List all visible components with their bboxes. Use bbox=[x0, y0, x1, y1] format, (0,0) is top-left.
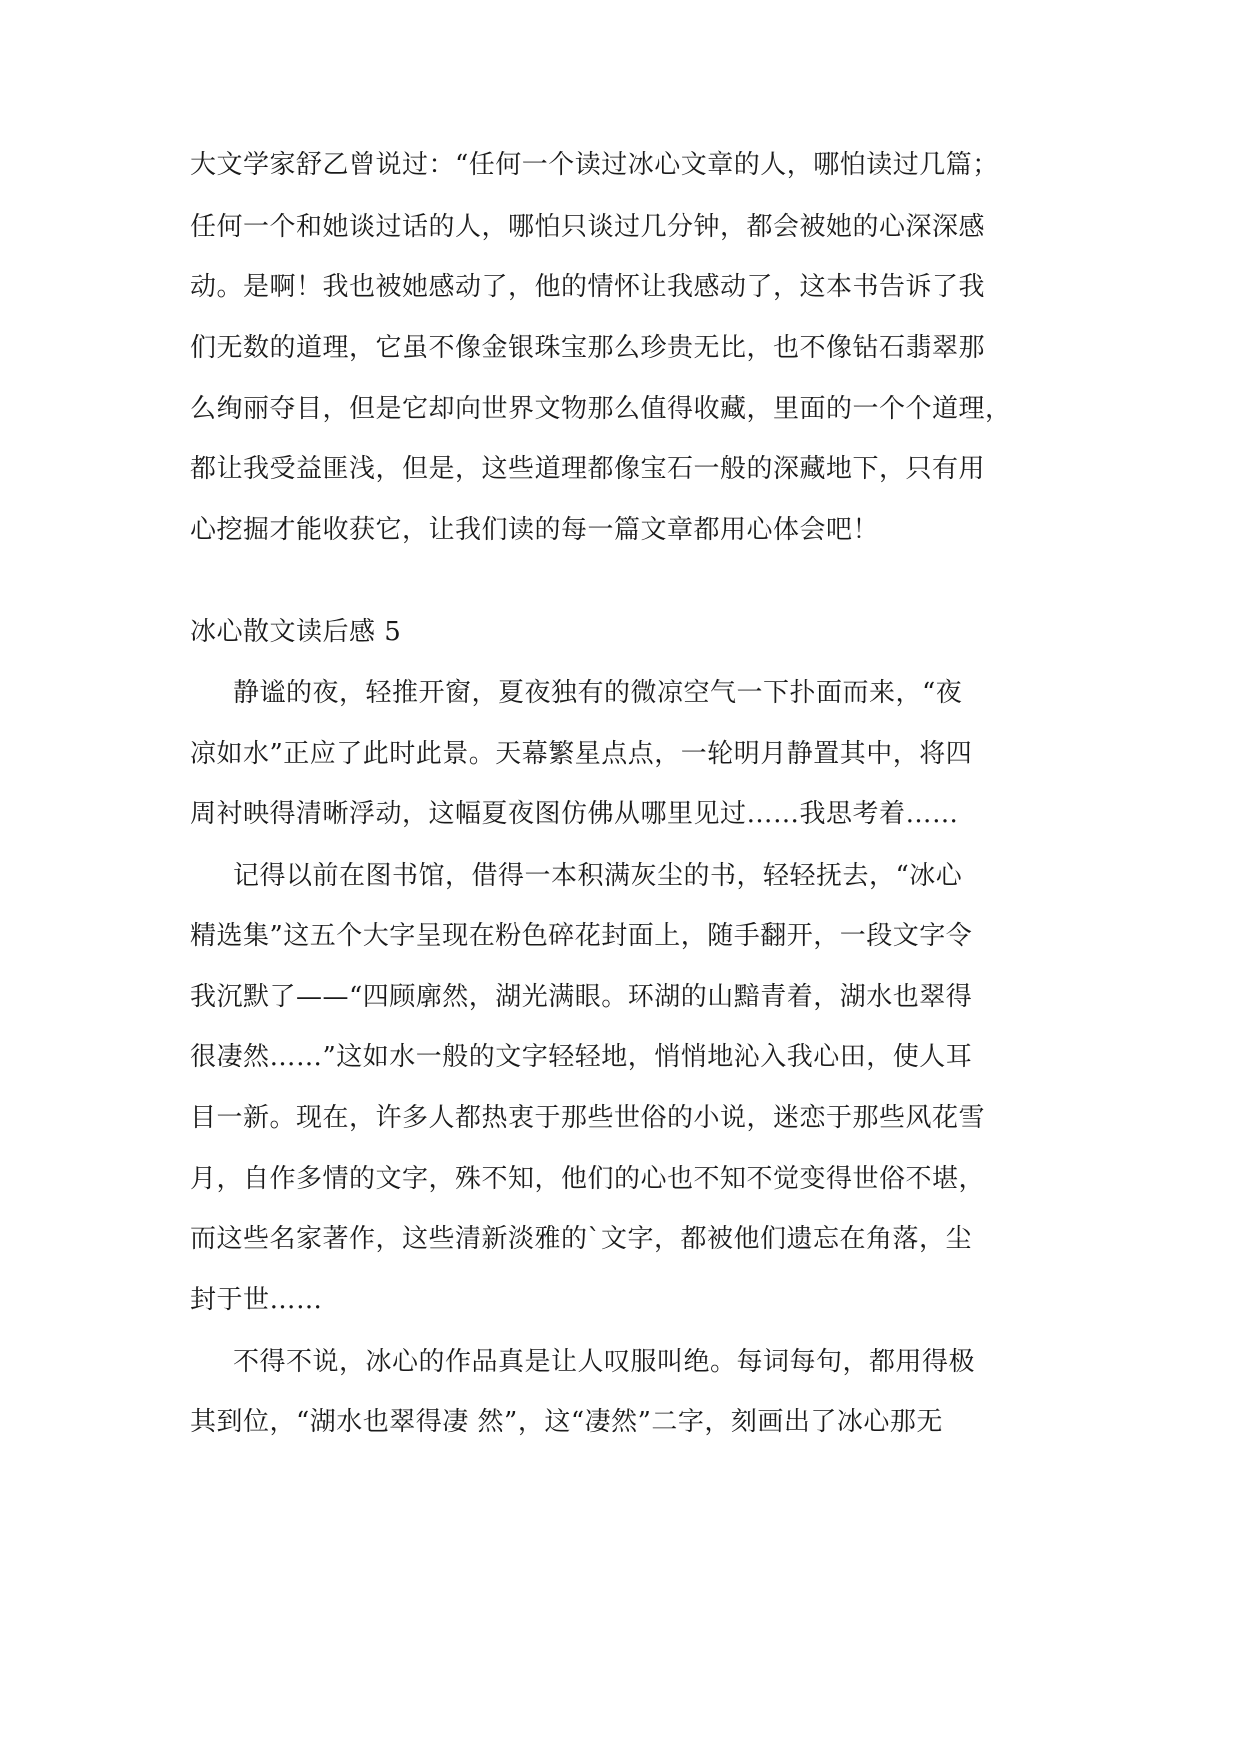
text-line: 月，自作多情的文字，殊不知，他们的心也不知不觉变得世俗不堪， bbox=[190, 1164, 986, 1194]
text-line: 精选集”这五个大字呈现在粉色碎花封面上，随手翻开，一段文字令 bbox=[190, 921, 973, 951]
text-line: 心挖掘才能收获它，让我们读的每一篇文章都用心体会吧！ bbox=[190, 515, 880, 545]
text-line: 周衬映得清晰浮动，这幅夏夜图仿佛从哪里见过……我思考着…… bbox=[190, 799, 959, 829]
text-line: 其到位，“湖水也翠得凄 然”，这“凄然”二字，刻画出了冰心那无 bbox=[190, 1407, 943, 1437]
text-line: 静谧的夜，轻推开窗，夏夜独有的微凉空气一下扑面而来，“夜 bbox=[233, 678, 963, 708]
text-line: 很凄然……”这如水一般的文字轻轻地，悄悄地沁入我心田，使人耳 bbox=[190, 1042, 973, 1072]
text-line: 不得不说，冰心的作品真是让人叹服叫绝。每词每句，都用得极 bbox=[233, 1347, 976, 1377]
text-line: 目一新。现在，许多人都热衷于那些世俗的小说，迷恋于那些风花雪 bbox=[190, 1103, 986, 1133]
text-line: 记得以前在图书馆，借得一本积满灰尘的书，轻轻抚去，“冰心 bbox=[233, 861, 963, 891]
section-heading: 冰心散文读后感 5 bbox=[190, 617, 402, 647]
text-line: 我沉默了——“四顾廓然，湖光满眼。环湖的山黯青着，湖水也翠得 bbox=[190, 982, 973, 1012]
text-line: 们无数的道理，它虽不像金银珠宝那么珍贵无比，也不像钻石翡翠那 bbox=[190, 333, 986, 363]
text-line: 封于世…… bbox=[190, 1285, 323, 1315]
text-line: 任何一个和她谈过话的人，哪怕只谈过几分钟，都会被她的心深深感 bbox=[190, 212, 986, 242]
text-line: 凉如水”正应了此时此景。天幕繁星点点，一轮明月静置其中，将四 bbox=[190, 739, 973, 769]
text-line: 而这些名家著作，这些清新淡雅的`文字，都被他们遗忘在角落，尘 bbox=[190, 1224, 973, 1254]
text-line: 动。是啊！我也被她感动了，他的情怀让我感动了，这本书告诉了我 bbox=[190, 272, 986, 302]
text-line: 么绚丽夺目，但是它却向世界文物那么值得收藏，里面的一个个道理， bbox=[190, 394, 1012, 424]
text-line: 大文学家舒乙曾说过：“任何一个读过冰心文章的人，哪怕读过几篇； bbox=[190, 150, 999, 180]
text-line: 都让我受益匪浅，但是，这些道理都像宝石一般的深藏地下，只有用 bbox=[190, 454, 986, 484]
